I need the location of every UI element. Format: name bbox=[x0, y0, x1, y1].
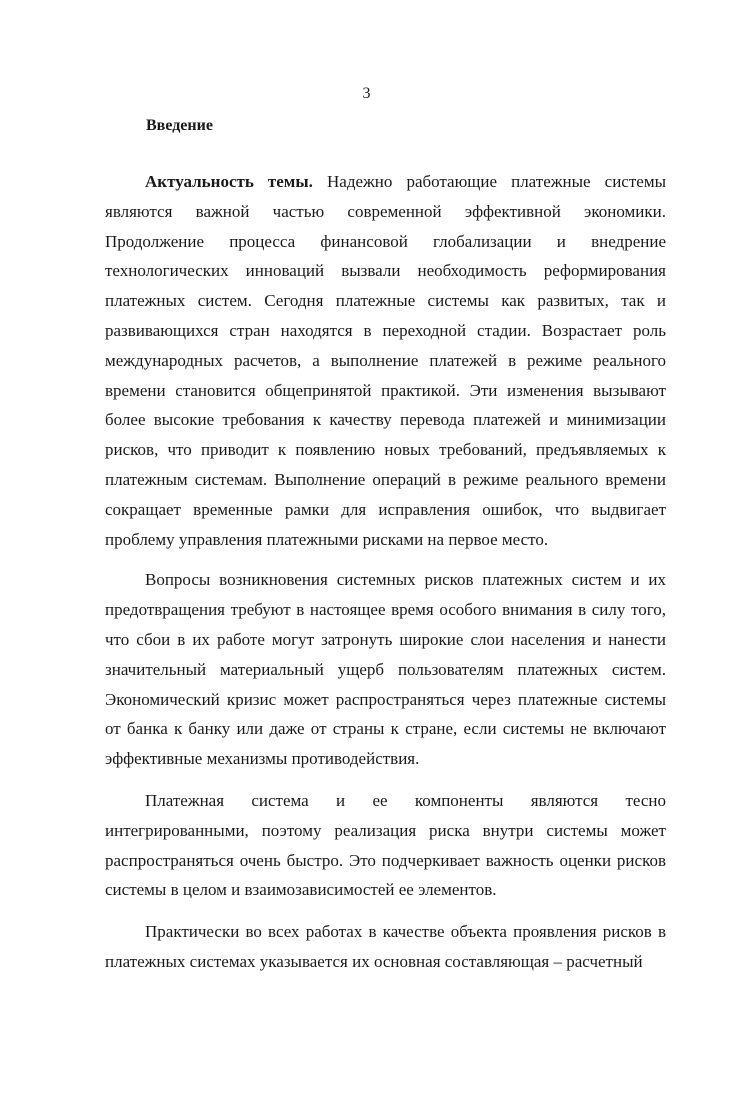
paragraph: Практически во всех работах в качестве объекта проявления рисков в платежных системах указывается их основная составляющая – расчетный bbox=[105, 922, 666, 971]
paragraph: Вопросы возникновения системных рисков платежных систем и их предотвращения требуют в настоящее время особого внимания в силу того, что сбои в их работе могут затронуть широкие слои населения и нанести значительный материальный ущерб пользователям платежных систем. Экономический кризис может распространяться через платежные системы от банка к банку или даже от страны к стране, если системы не включают эффективные механизмы противодействия. bbox=[105, 570, 666, 769]
paragraph-relevance bbox=[105, 167, 666, 554]
paragraph-text: Надежно работающие платежные системы являются важной частью современной эффективной экономики. Продолжение процесса финансовой глобализации и внедрение технологических инноваций вызвали необходимость реформирования платежных систем. Сегодня платежные системы как развитых, так и развивающихся стран находятся в переходной стадии. Возрастает роль международных расчетов, а выполнение платежей в режиме реального времени становится общепринятой практикой. Эти изменения вызывают более высокие требования к качеству перевода платежей и минимизации рисков, что приводит к появлению новых требований, предъявляемых к платежным системам. Выполнение операций в режиме реального времени сокращает временные рамки для исправления ошибок, что выдвигает проблему управления платежными рисками на первое место. bbox=[105, 172, 666, 549]
paragraph-lead: Актуальность темы. bbox=[145, 172, 313, 191]
paragraph: Платежная система и ее компоненты являются тесно интегрированными, поэтому реализация риска внутри системы может распространяться очень быстро. Это подчеркивает важность оценки рисков системы в целом и взаимозависимостей ее элементов. bbox=[105, 790, 666, 900]
page-number: 3 bbox=[362, 85, 371, 102]
section-heading: Введение bbox=[146, 117, 213, 134]
body-text bbox=[105, 167, 666, 977]
